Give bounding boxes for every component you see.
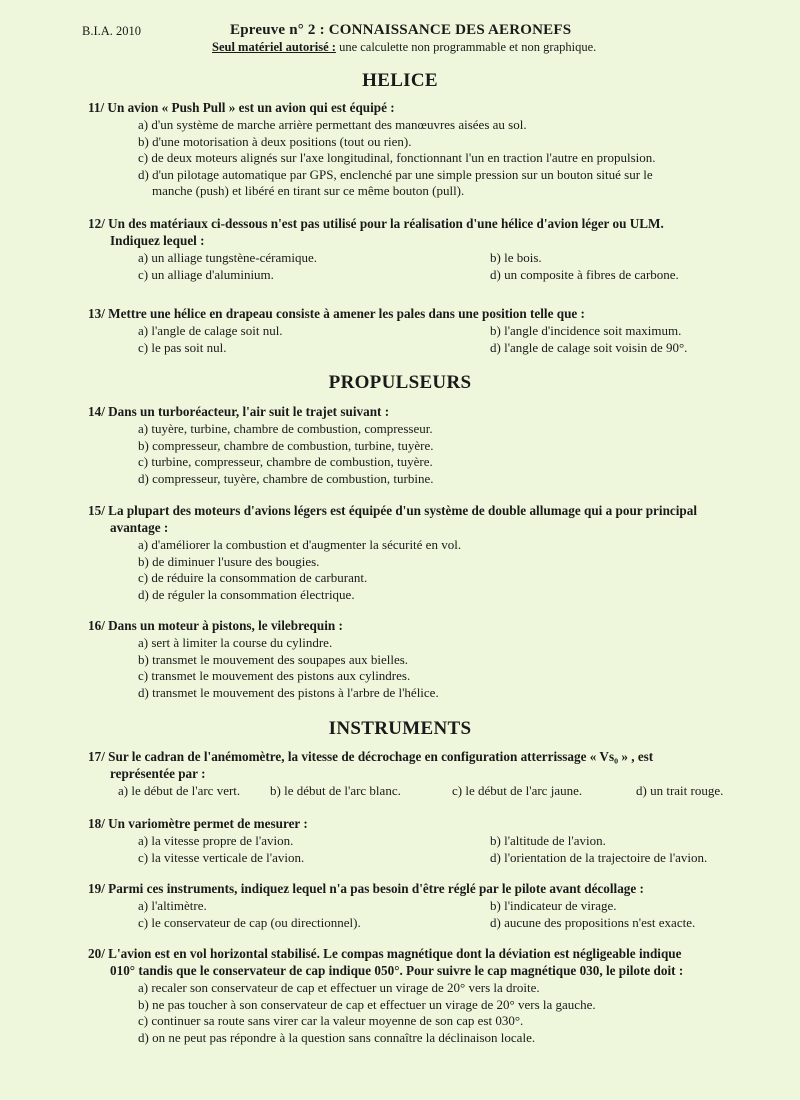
question-19-col-left xyxy=(138,898,361,931)
option-16b: b) transmet le mouvement des soupapes aux bielles. xyxy=(138,651,409,667)
option-13b: b) l'angle d'incidence soit maximum. xyxy=(490,323,682,338)
question-18-col-left xyxy=(138,833,304,866)
option-11d-line1: d) d'un pilotage automatique par GPS, enclenché par une simple pression sur un bouton situé sur le xyxy=(138,166,653,182)
option-13d: d) l'angle de calage soit voisin de 90°. xyxy=(490,339,688,355)
option-17c: c) le début de l'arc jaune. xyxy=(452,783,583,798)
question-11-options xyxy=(138,117,758,200)
option-11d-line2: manche (push) et libéré en tirant sur ce même bouton (pull). xyxy=(152,183,465,199)
question-15-line2: avantage : xyxy=(110,519,169,535)
question-17-line1: 17/ Sur le cadran de l'anémomètre, la vitesse de décrochage en configuration atterrissage « Vs₀ » , est xyxy=(88,749,654,764)
question-20-line2: 010° tandis que le conservateur de cap indique 050°. Pour suivre le cap magnétique 030, le pilote doit : xyxy=(110,962,684,978)
allowed-material-label: Seul matériel autorisé : xyxy=(212,40,336,54)
option-20a: a) recaler son conservateur de cap et effectuer un virage de 20° vers la droite. xyxy=(138,980,540,995)
option-16c: c) transmet le mouvement des pistons aux cylindres. xyxy=(138,668,411,684)
question-12-col-right xyxy=(490,250,679,283)
option-18c: c) la vitesse verticale de l'avion. xyxy=(138,849,305,865)
option-13a: a) l'angle de calage soit nul. xyxy=(138,323,283,338)
question-13-col-right xyxy=(490,323,687,356)
option-20c: c) continuer sa route sans virer car la valeur moyenne de son cap est 030°. xyxy=(138,1013,524,1029)
option-12c: c) un alliage d'aluminium. xyxy=(138,266,274,282)
option-15a: a) d'améliorer la combustion et d'augmenter la sécurité en vol. xyxy=(138,537,462,552)
option-20b: b) ne pas toucher à son conservateur de cap et effectuer un virage de 20° vers la gauche. xyxy=(138,996,596,1012)
question-18-col-right xyxy=(490,833,707,866)
option-19a: a) l'altimètre. xyxy=(138,898,207,913)
option-12d: d) un composite à fibres de carbone. xyxy=(490,266,679,282)
option-14b: b) compresseur, chambre de combustion, turbine, tuyère. xyxy=(138,437,434,453)
option-15b: b) de diminuer l'usure des bougies. xyxy=(138,553,320,569)
option-15d: d) de réguler la consommation électrique. xyxy=(138,586,355,602)
question-12-line1: 12/ Un des matériaux ci-dessous n'est pas utilisé pour la réalisation d'une hélice d'avion léger ou ULM. xyxy=(88,216,664,231)
option-19b: b) l'indicateur de virage. xyxy=(490,898,617,913)
option-17d: d) un trait rouge. xyxy=(636,783,724,798)
question-17-line2: représentée par : xyxy=(110,765,206,781)
option-12a: a) un alliage tungstène-céramique. xyxy=(138,250,318,265)
section-title-helice: HELICE xyxy=(362,70,438,91)
option-19c: c) le conservateur de cap (ou directionnel). xyxy=(138,914,361,930)
question-13: 13/ Mettre une hélice en drapeau consiste à amener les pales dans une position telle que : xyxy=(88,306,585,321)
section-title-instruments: INSTRUMENTS xyxy=(328,718,472,739)
question-15-line1: 15/ La plupart des moteurs d'avions légers est équipée d'un système de double allumage qui a pour principal xyxy=(88,503,698,518)
option-20d: d) on ne peut pas répondre à la question sans connaître la déclinaison locale. xyxy=(138,1029,536,1045)
question-13-col-left xyxy=(138,323,283,356)
question-16-options xyxy=(138,635,439,701)
option-13c: c) le pas soit nul. xyxy=(138,339,227,355)
exam-title: Epreuve n° 2 : CONNAISSANCE DES AERONEFS xyxy=(230,22,572,38)
option-18a: a) la vitesse propre de l'avion. xyxy=(138,833,294,848)
question-11: 11/ Un avion « Push Pull » est un avion qui est équipé : xyxy=(88,100,395,115)
question-12-line2: Indiquez lequel : xyxy=(110,232,205,248)
allowed-material xyxy=(212,40,596,55)
question-14-options xyxy=(138,421,434,487)
option-19d: d) aucune des propositions n'est exacte. xyxy=(490,914,696,930)
question-15-options xyxy=(138,537,461,603)
question-17 xyxy=(88,749,753,782)
question-20 xyxy=(88,946,753,979)
option-16a: a) sert à limiter la course du cylindre. xyxy=(138,635,333,650)
option-16d: d) transmet le mouvement des pistons à l'arbre de l'hélice. xyxy=(138,684,439,700)
option-14c: c) turbine, compresseur, chambre de combustion, tuyère. xyxy=(138,454,433,470)
option-14d: d) compresseur, tuyère, chambre de combustion, turbine. xyxy=(138,470,434,486)
option-11d xyxy=(138,167,758,200)
option-11c: c) de deux moteurs alignés sur l'axe longitudinal, fonctionnant l'un en traction l'autre en propulsion. xyxy=(138,150,656,166)
question-19: 19/ Parmi ces instruments, indiquez lequel n'a pas besoin d'être réglé par le pilote avant décollage : xyxy=(88,881,644,896)
question-15 xyxy=(88,503,753,536)
question-20-options xyxy=(138,980,596,1046)
question-12-col-left xyxy=(138,250,317,283)
option-14a: a) tuyère, turbine, chambre de combustion, compresseur. xyxy=(138,421,433,436)
question-19-col-right xyxy=(490,898,695,931)
allowed-material-text: une calculette non programmable et non graphique. xyxy=(335,40,597,54)
exam-label: B.I.A. 2010 xyxy=(82,24,142,38)
option-17b: b) le début de l'arc blanc. xyxy=(270,783,401,798)
option-15c: c) de réduire la consommation de carburant. xyxy=(138,570,368,586)
option-18d: d) l'orientation de la trajectoire de l'avion. xyxy=(490,849,708,865)
option-11a: a) d'un système de marche arrière permettant des manœuvres aisées au sol. xyxy=(138,117,527,132)
option-18b: b) l'altitude de l'avion. xyxy=(490,833,606,848)
question-20-line1: 20/ L'avion est en vol horizontal stabilisé. Le compas magnétique dont la déviation est négligeable indique xyxy=(88,946,682,961)
section-title-propulseurs: PROPULSEURS xyxy=(328,372,472,393)
option-12b: b) le bois. xyxy=(490,250,542,265)
question-16: 16/ Dans un moteur à pistons, le vilebrequin : xyxy=(88,618,343,633)
option-17a: a) le début de l'arc vert. xyxy=(118,783,241,798)
question-18: 18/ Un variomètre permet de mesurer : xyxy=(88,816,308,831)
option-11b: b) d'une motorisation à deux positions (tout ou rien). xyxy=(138,133,412,149)
question-12 xyxy=(88,216,753,249)
question-14: 14/ Dans un turboréacteur, l'air suit le trajet suivant : xyxy=(88,404,390,419)
